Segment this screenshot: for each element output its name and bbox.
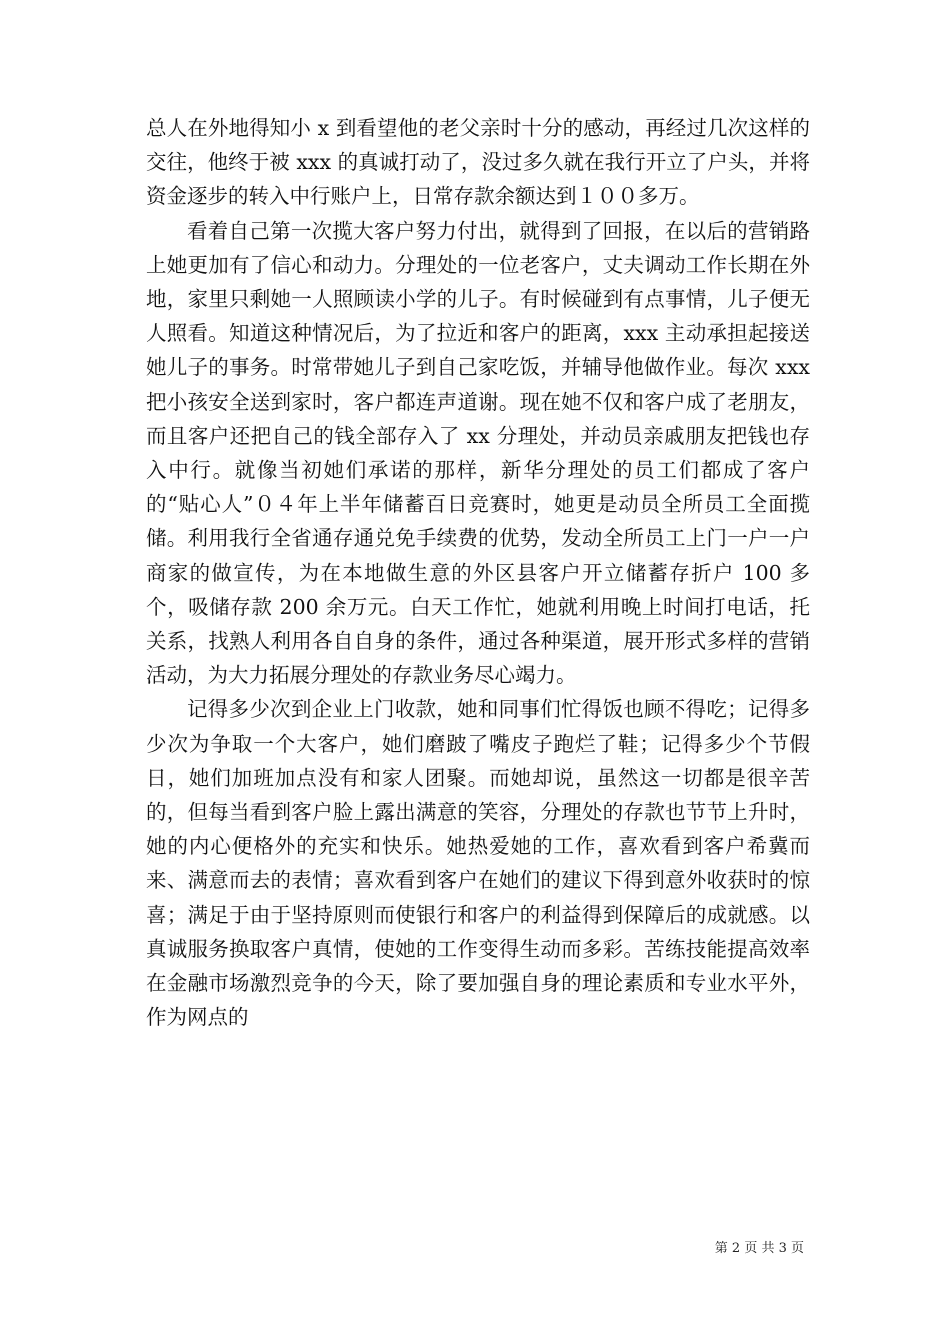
paragraph-marketing: 看着自己第一次揽大客户努力付出，就得到了回报，在以后的营销路上她更加有了信心和动力。分理处的一位老客户，丈夫调动工作长期在外地，家里只剩她一人照顾读小学的儿子。有时候碰到有点事情，儿子便无人照看。知道这种情况后，为了拉近和客户的距离，xxx 主动承担起接送她儿子的事务。时常带她儿子到自己家吃饭，并辅导他做作业。每次 xxx 把小孩安全送到家时，客户都连声道谢。现在她不仅和客户成了老朋友，而且客户还把自己的钱全部存入了 xx 分理处，并动员亲戚朋友把钱也存入中行。就像当初她们承诺的那样，新华分理处的员工们都成了客户的“贴心人”０４年上半年储蓄百日竞赛时，她更是动员全所员工全面揽储。利用我行全省通存通兑免手续费的优势，发动全所员工上门一户一户商家的做宣传，为在本地做生意的外区县客户开立储蓄存折户 100 多个，吸储存款 200 余万元。白天工作忙，她就利用晚上时间打电话，托关系，找熟人利用各自自身的条件，通过各种渠道，展开形式多样的营销活动，为大力拓展分理处的存款业务尽心竭力。	[146, 218, 810, 688]
paragraph-continued: 总人在外地得知小 x 到看望他的老父亲时十分的感动，再经过几次这样的交往，他终于被 xxx 的真诚打动了，没过多久就在我行开立了户头，并将资金逐步的转入中行账户上，日常存款余额达到１００多万。	[146, 116, 810, 209]
page-number: 第 2 页 共 3 页	[714, 1241, 804, 1256]
document-body	[146, 111, 810, 1034]
paragraph-dedication: 记得多少次到企业上门收款，她和同事们忙得饭也顾不得吃；记得多少次为争取一个大客户，她们磨跛了嘴皮子跑烂了鞋；记得多少个节假日，她们加班加点没有和家人团聚。而她却说，虽然这一切都是很辛苦的，但每当看到客户脸上露出满意的笑容，分理处的存款也节节上升时，她的内心便格外的充实和快乐。她热爱她的工作，喜欢看到客户希冀而来、满意而去的表情；喜欢看到客户在她们的建议下得到意外收获时的惊喜；满足于由于坚持原则而使银行和客户的利益得到保障后的成就感。以真诚服务换取客户真情，使她的工作变得生动而多彩。苦练技能提高效率在金融市场激烈竞争的今天，除了要加强自身的理论素质和专业水平外，作为网点的	[146, 697, 810, 1030]
